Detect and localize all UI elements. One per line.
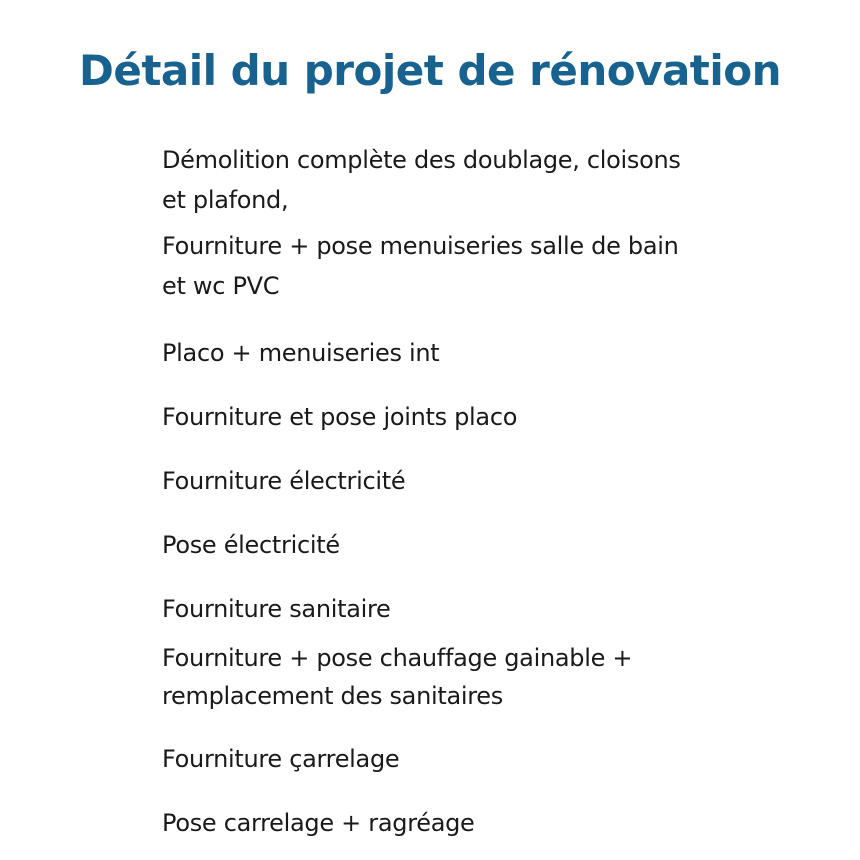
work-item-chauffage	[162, 639, 762, 715]
work-item-line: Fourniture çarrelage	[162, 745, 400, 773]
work-item-pose-carrelage	[162, 803, 762, 843]
work-item-line: Fourniture sanitaire	[162, 595, 391, 623]
work-item-line: Fourniture et pose joints placo	[162, 403, 518, 431]
work-item-pose-electricite	[162, 525, 762, 565]
work-item-demolition	[162, 140, 762, 220]
work-item-line: Pose carrelage + ragréage	[162, 809, 475, 837]
work-item-line: Placo + menuiseries int	[162, 339, 440, 367]
work-item-joints-placo	[162, 397, 762, 437]
work-item-line: Fourniture + pose chauffage gainable +	[162, 644, 633, 672]
work-item-line: Fourniture + pose menuiseries salle de bain	[162, 232, 679, 260]
work-item-line: remplacement des sanitaires	[162, 682, 503, 710]
work-item-fourniture-electricite	[162, 461, 762, 501]
work-item-menuiseries-sdb	[162, 226, 762, 306]
work-item-fourniture-sanitaire	[162, 589, 762, 629]
work-item-line: Démolition complète des doublage, cloisons	[162, 146, 681, 174]
work-item-line: Fourniture électricité	[162, 467, 406, 495]
work-item-line: et plafond,	[162, 186, 289, 214]
work-item-fourniture-carrelage	[162, 739, 762, 779]
work-item-line: et wc PVC	[162, 272, 280, 300]
work-item-placo	[162, 333, 762, 373]
work-item-line: Pose électricité	[162, 531, 340, 559]
page-title: Détail du projet de rénovation	[78, 46, 782, 95]
